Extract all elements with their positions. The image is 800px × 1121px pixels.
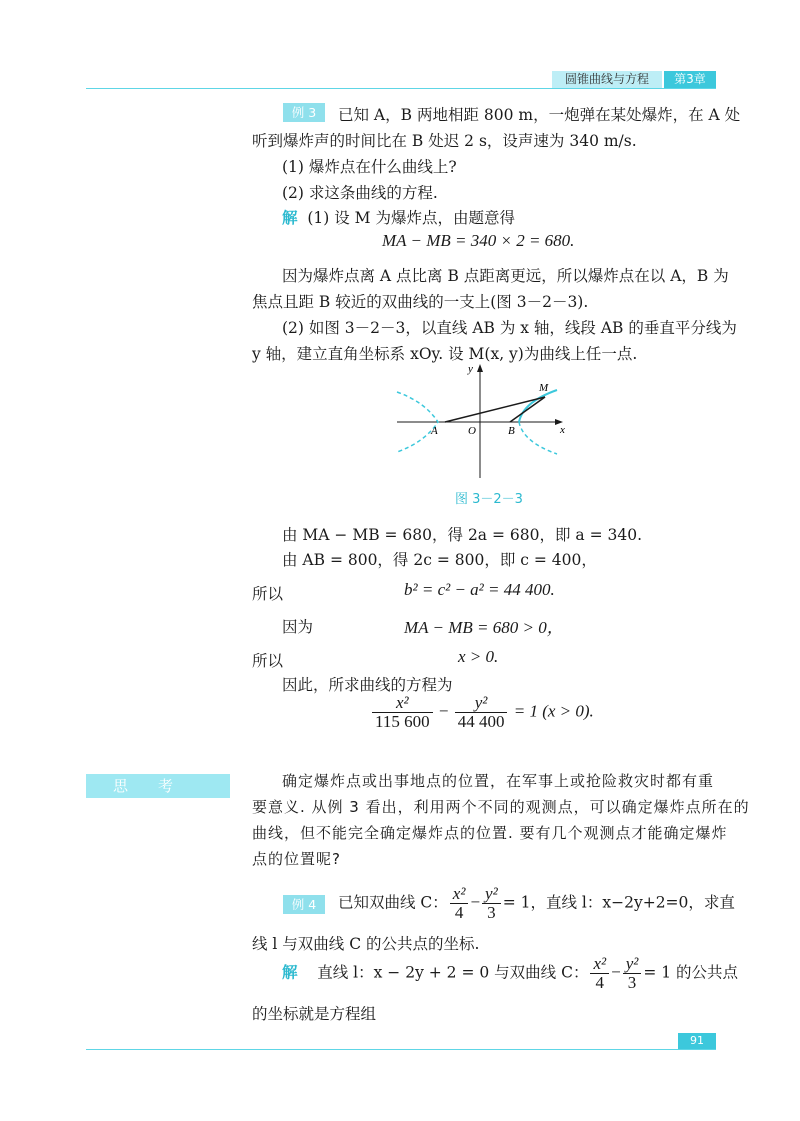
example-3-line-1: 已知 A，B 两地相距 800 m，一炮弹在某处爆炸，在 A 处 [338, 106, 741, 124]
example-4-line-2: 线 l 与双曲线 C 的公共点的坐标. [252, 935, 480, 953]
equation-rhs: = 1 (x > 0). [513, 701, 594, 721]
figure-caption: 图 3－2－3 [455, 492, 523, 507]
label-b: B [508, 425, 515, 437]
question-2: (2) 求这条曲线的方程. [282, 184, 438, 202]
fraction-x-numerator: x² [372, 694, 433, 713]
derivation-conclusion: 因此，所求曲线的方程为 [282, 676, 453, 694]
header-chapter-badge: 第3章 [664, 71, 716, 88]
derivation-because-label: 因为 [282, 618, 314, 636]
solution-3-line-1 [282, 206, 515, 228]
think-line-3: 曲线，但不能完全确定爆炸点的位置. 要有几个观测点才能确定爆炸 [252, 824, 728, 842]
derivation-so-label-2: 所以 [252, 652, 284, 670]
ex4-denominator-y: 3 [487, 903, 496, 922]
solution-3-text: (1) 设 M 为爆炸点，由题意得 [307, 209, 515, 227]
solution-3-para-a: 因为爆炸点离 A 点比离 B 点距离更远，所以爆炸点在以 A，B 为 [282, 267, 729, 285]
header-rule [86, 88, 716, 89]
think-label: 思考 [86, 774, 230, 798]
ex4-numerator-y: y² [482, 885, 501, 904]
derivation-b-squared: b² = c² − a² = 44 400. [404, 580, 555, 599]
solution-4-line-1 [282, 955, 738, 992]
example-4-prefix: 已知双曲线 C： [338, 893, 448, 912]
label-a: A [431, 425, 438, 437]
sol4-denominator-y: 3 [627, 973, 637, 992]
example-4-line-1 [338, 885, 735, 922]
example-4-suffix: = 1，直线 l：x−2y+2=0，求直 [502, 893, 735, 912]
sol4-denominator-x: 4 [595, 973, 605, 992]
sol4-numerator-y: y² [623, 955, 642, 974]
footer-rule [86, 1049, 716, 1050]
equation-ma-mb: MA − MB = 340 × 2 = 680. [382, 231, 575, 250]
fraction-x-denominator: 115 600 [375, 712, 430, 731]
ex4-minus: − [470, 892, 481, 912]
solution-4-suffix: = 1 的公共点 [643, 963, 739, 982]
solution-4-prefix: 直线 l：x − 2y + 2 = 0 与双曲线 C： [317, 963, 589, 982]
solution-4-label: 解 [282, 963, 298, 982]
segment-am [445, 397, 545, 422]
final-equation [370, 694, 594, 731]
fraction-y-term [455, 694, 508, 731]
fraction-y-denominator: 44 400 [457, 712, 505, 731]
think-line-2: 要意义. 从例 3 看出，利用两个不同的观测点，可以确定爆炸点所在的 [252, 798, 750, 816]
solution-3-part2-a: (2) 如图 3－2－3，以直线 AB 为 x 轴，线段 AB 的垂直平分线为 [282, 319, 737, 337]
fraction-y-numerator: y² [455, 694, 508, 713]
minus-sign: − [438, 701, 449, 721]
solution-3-part2-b: y 轴，建立直角坐标系 xOy. 设 M(x, y)为曲线上任一点. [252, 345, 638, 363]
think-line-4: 点的位置呢? [252, 850, 341, 868]
derivation-line-2: 由 AB = 800，得 2c = 800，即 c = 400， [282, 551, 597, 569]
sol4-minus: − [611, 962, 621, 982]
solution-4-line-2: 的坐标就是方程组 [252, 1005, 377, 1023]
label-x: x [560, 424, 565, 436]
example-3-tag: 例 3 [283, 103, 325, 122]
fraction-x-term [372, 694, 433, 731]
hyperbola-right-branch [519, 390, 557, 422]
ex4-denominator-x: 4 [454, 903, 464, 922]
ex4-numerator-x: x² [450, 885, 469, 904]
header-section-title: 圆锥曲线与方程 [552, 71, 662, 88]
example-4-tag: 例 4 [283, 895, 325, 914]
example-3-line-2: 听到爆炸声的时间比在 B 处迟 2 s，设声速为 340 m/s. [252, 132, 637, 150]
derivation-ma-mb-positive: MA − MB = 680 > 0， [404, 618, 564, 637]
ex4-fraction-y [482, 885, 501, 922]
sol4-fraction-y [623, 955, 642, 992]
derivation-x-positive: x > 0. [458, 647, 499, 666]
sol4-fraction-x [590, 955, 609, 992]
hyperbola-right-branch-lower [519, 422, 557, 454]
question-1: (1) 爆炸点在什么曲线上? [282, 158, 457, 176]
hyperbola-figure [395, 362, 575, 480]
label-y: y [468, 363, 473, 375]
derivation-line-1: 由 MA − MB = 680，得 2a = 680，即 a = 340. [282, 526, 642, 544]
think-line-1: 确定爆炸点或出事地点的位置，在军事上或抢险救灾时都有重 [282, 772, 715, 790]
solution-3-para-b: 焦点且距 B 较近的双曲线的一支上(图 3－2－3). [252, 293, 589, 311]
page-number: 91 [678, 1033, 716, 1049]
solution-label: 解 [282, 209, 298, 227]
y-axis-arrow [477, 364, 483, 372]
sol4-numerator-x: x² [590, 955, 609, 974]
ex4-fraction-x [450, 885, 469, 922]
derivation-so-label-1: 所以 [252, 585, 284, 603]
label-o: O [468, 425, 476, 437]
label-m: M [539, 382, 549, 394]
